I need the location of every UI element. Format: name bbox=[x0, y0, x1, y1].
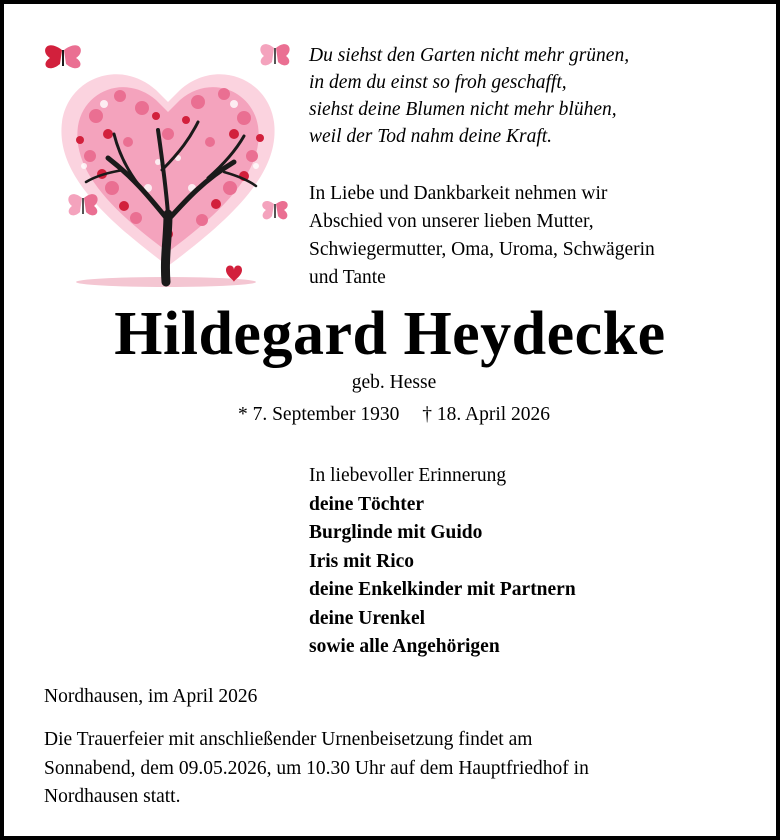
butterfly-icon bbox=[68, 194, 97, 215]
mourner-entry: Iris mit Rico bbox=[309, 550, 415, 572]
ceremony-line: Die Trauerfeier mit anschließender Urnenbeisetzung findet am bbox=[44, 729, 533, 750]
ceremony-info bbox=[44, 726, 764, 812]
deceased-name: Hildegard Heydecke bbox=[114, 300, 666, 368]
mourners-lead: In liebevoller Erinnerung bbox=[309, 465, 507, 486]
mourners-list bbox=[309, 462, 769, 662]
poem-line: siehst deine Blumen nicht mehr blühen, bbox=[309, 99, 617, 120]
ceremony-line: Sonnabend, dem 09.05.2026, um 10.30 Uhr auf dem Hauptfriedhof in bbox=[44, 757, 589, 779]
mourner-entry: deine Urenkel bbox=[309, 607, 426, 629]
place-date: Nordhausen, im April 2026 bbox=[44, 686, 258, 707]
mourner-entry: sowie alle Angehörigen bbox=[309, 636, 500, 657]
intro-line: In Liebe und Dankbarkeit nehmen wir bbox=[309, 183, 608, 204]
mourner-entry: deine Enkelkinder mit Partnern bbox=[309, 579, 576, 600]
intro-text bbox=[309, 180, 769, 292]
poem-line: Du siehst den Garten nicht mehr grünen, bbox=[309, 45, 630, 66]
poem bbox=[309, 42, 769, 150]
poem-line: weil der Tod nahm deine Kraft. bbox=[309, 126, 553, 147]
mourner-entry: Burglinde mit Guido bbox=[309, 522, 483, 543]
butterfly-icon bbox=[262, 201, 287, 219]
death-date: † 18. April 2026 bbox=[422, 404, 551, 425]
ceremony-line: Nordhausen statt. bbox=[44, 786, 181, 807]
maiden-name: geb. Hesse bbox=[351, 372, 437, 393]
intro-line: und Tante bbox=[309, 267, 386, 288]
poem-line: in dem du einst so froh geschafft, bbox=[309, 72, 567, 93]
butterfly-icon bbox=[260, 44, 289, 65]
heart-tree-with-butterflies-icon bbox=[38, 38, 300, 292]
intro-line: Abschied von unserer lieben Mutter, bbox=[309, 211, 594, 232]
mourner-entry: deine Töchter bbox=[309, 493, 425, 515]
intro-line: Schwiegermutter, Oma, Uroma, Schwägerin bbox=[309, 239, 655, 260]
birth-date: * 7. September 1930 bbox=[237, 404, 400, 425]
butterfly-icon bbox=[45, 45, 81, 68]
life-dates bbox=[4, 402, 780, 428]
